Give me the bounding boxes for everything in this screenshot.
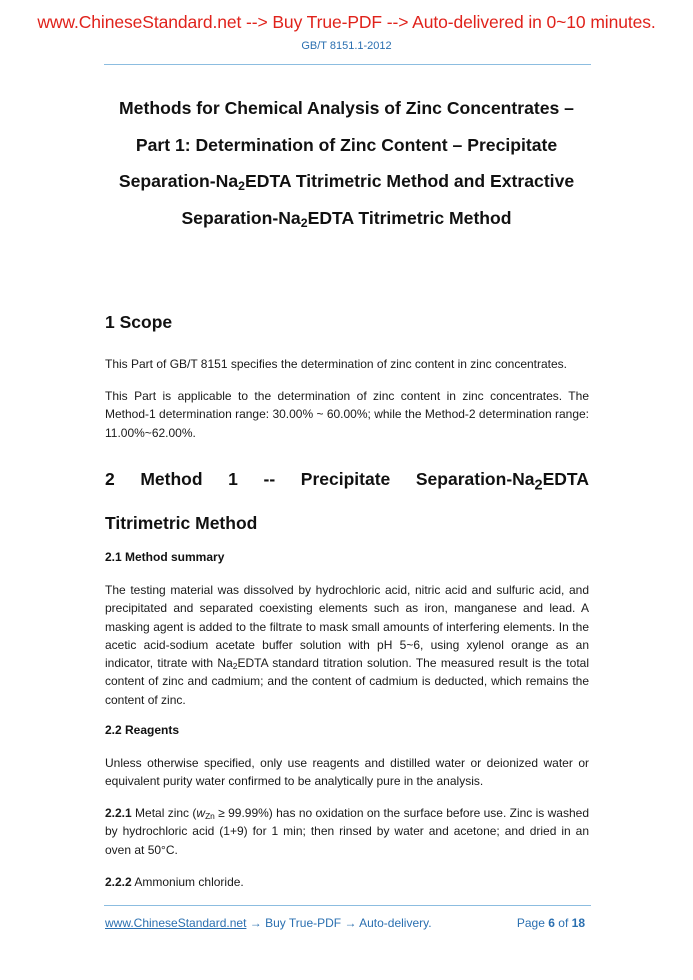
subscript: 2 xyxy=(534,477,543,494)
subscript: 2 xyxy=(300,215,308,230)
scope-paragraph-2: This Part is applicable to the determination of zinc content in zinc concentrates. The Method-1 determination range: 30.00% ~ 60.00%; while the Method-2 determination range: 11.00%~62.00%. xyxy=(105,389,589,440)
page-current: 6 xyxy=(548,916,555,930)
item-text: ≥ 99.99%) has no oxidation on the surface before use. Zinc is washed by hydrochloric acid (1+9) for 1 min; then rinsed by water and acetone; and dried in an oven at 50°C. xyxy=(105,806,589,857)
header-divider xyxy=(104,64,591,65)
standard-code: GB/T 8151.1-2012 xyxy=(301,40,392,52)
heading-word: 1 xyxy=(228,469,238,489)
heading-word: 2 xyxy=(105,469,115,489)
footer-promo xyxy=(105,916,432,930)
heading-text: EDTA xyxy=(542,469,589,489)
heading-text: Separation-Na xyxy=(415,469,535,489)
page-total: 18 xyxy=(571,916,585,930)
document-title xyxy=(90,90,603,236)
subscript: 2 xyxy=(238,179,245,194)
paragraph-text: The testing material was dissolved by hydrochloric acid, nitric acid and sulfuric acid, and precipitated and separated coexisting elements such as iron, manganese and lead. A masking agent is added to the filtrate to mask small amounts of interfering elements. In the acetic acid-sodium acetate buffer solution with pH 5~6, using xylenol orange as an indicator, titrate with Na xyxy=(105,583,589,671)
page-label: Page xyxy=(516,916,545,930)
page-indicator xyxy=(517,916,585,930)
scope-paragraph-1: This Part of GB/T 8151 specifies the determination of zinc content in zinc concentrates. xyxy=(105,357,568,371)
title-line xyxy=(90,163,603,200)
heading-word: -- xyxy=(263,469,276,489)
reagents-paragraph: Unless otherwise specified, only use reagents and distilled water or deionized water or equivalent purity water confirmed to be analytically pure in the analysis. xyxy=(105,756,589,789)
heading-word xyxy=(416,461,589,505)
page-of: of xyxy=(558,916,569,930)
title-text: EDTA Titrimetric Method and Extractive xyxy=(245,171,575,191)
subsection-2-1-heading: 2.1 Method summary xyxy=(105,550,225,564)
section-2-heading-line2: Titrimetric Method xyxy=(105,512,258,533)
page-footer xyxy=(105,916,585,930)
footer-link[interactable]: www.ChineseStandard.net xyxy=(105,916,247,930)
reagent-item-2-2-2 xyxy=(105,873,589,891)
heading-word: Method xyxy=(140,469,203,489)
title-line xyxy=(90,200,603,237)
paragraph-text: EDTA standard titration solution. The measured result is the total content of zinc and cadmium; and the content of cadmium is deducted, which remains the content of zinc. xyxy=(105,656,589,707)
item-text: Metal zinc ( xyxy=(131,806,197,820)
item-number: 2.2.2 xyxy=(105,875,132,889)
subsection-2-2-heading: 2.2 Reagents xyxy=(105,723,180,737)
title-line: Methods for Chemical Analysis of Zinc Concentrates – xyxy=(119,98,574,118)
footer-divider xyxy=(104,905,591,906)
title-text: Separation-Na xyxy=(181,207,301,228)
title-text: EDTA Titrimetric Method xyxy=(307,207,512,228)
item-number: 2.2.1 xyxy=(105,806,132,820)
title-text: Separation-Na xyxy=(118,171,239,191)
method-summary-paragraph xyxy=(105,581,589,709)
reagent-item-2-2-1 xyxy=(105,804,589,859)
item-text: Ammonium chloride. xyxy=(131,875,244,889)
section-2-heading-line1 xyxy=(105,461,589,505)
promo-banner[interactable]: www.ChineseStandard.net --> Buy True-PDF --> Auto-delivered in 0~10 minutes. xyxy=(37,12,656,32)
variable: w xyxy=(196,806,206,820)
subscript: Zn xyxy=(205,811,215,822)
section-2-heading xyxy=(105,461,589,542)
subscript: 2 xyxy=(232,661,238,672)
title-line: Part 1: Determination of Zinc Content – Precipitate xyxy=(135,134,558,155)
section-1-heading: 1 Scope xyxy=(105,312,173,332)
footer-promo-text: → Buy True-PDF → Auto-delivery. xyxy=(246,916,432,930)
heading-word: Precipitate xyxy=(300,469,391,489)
